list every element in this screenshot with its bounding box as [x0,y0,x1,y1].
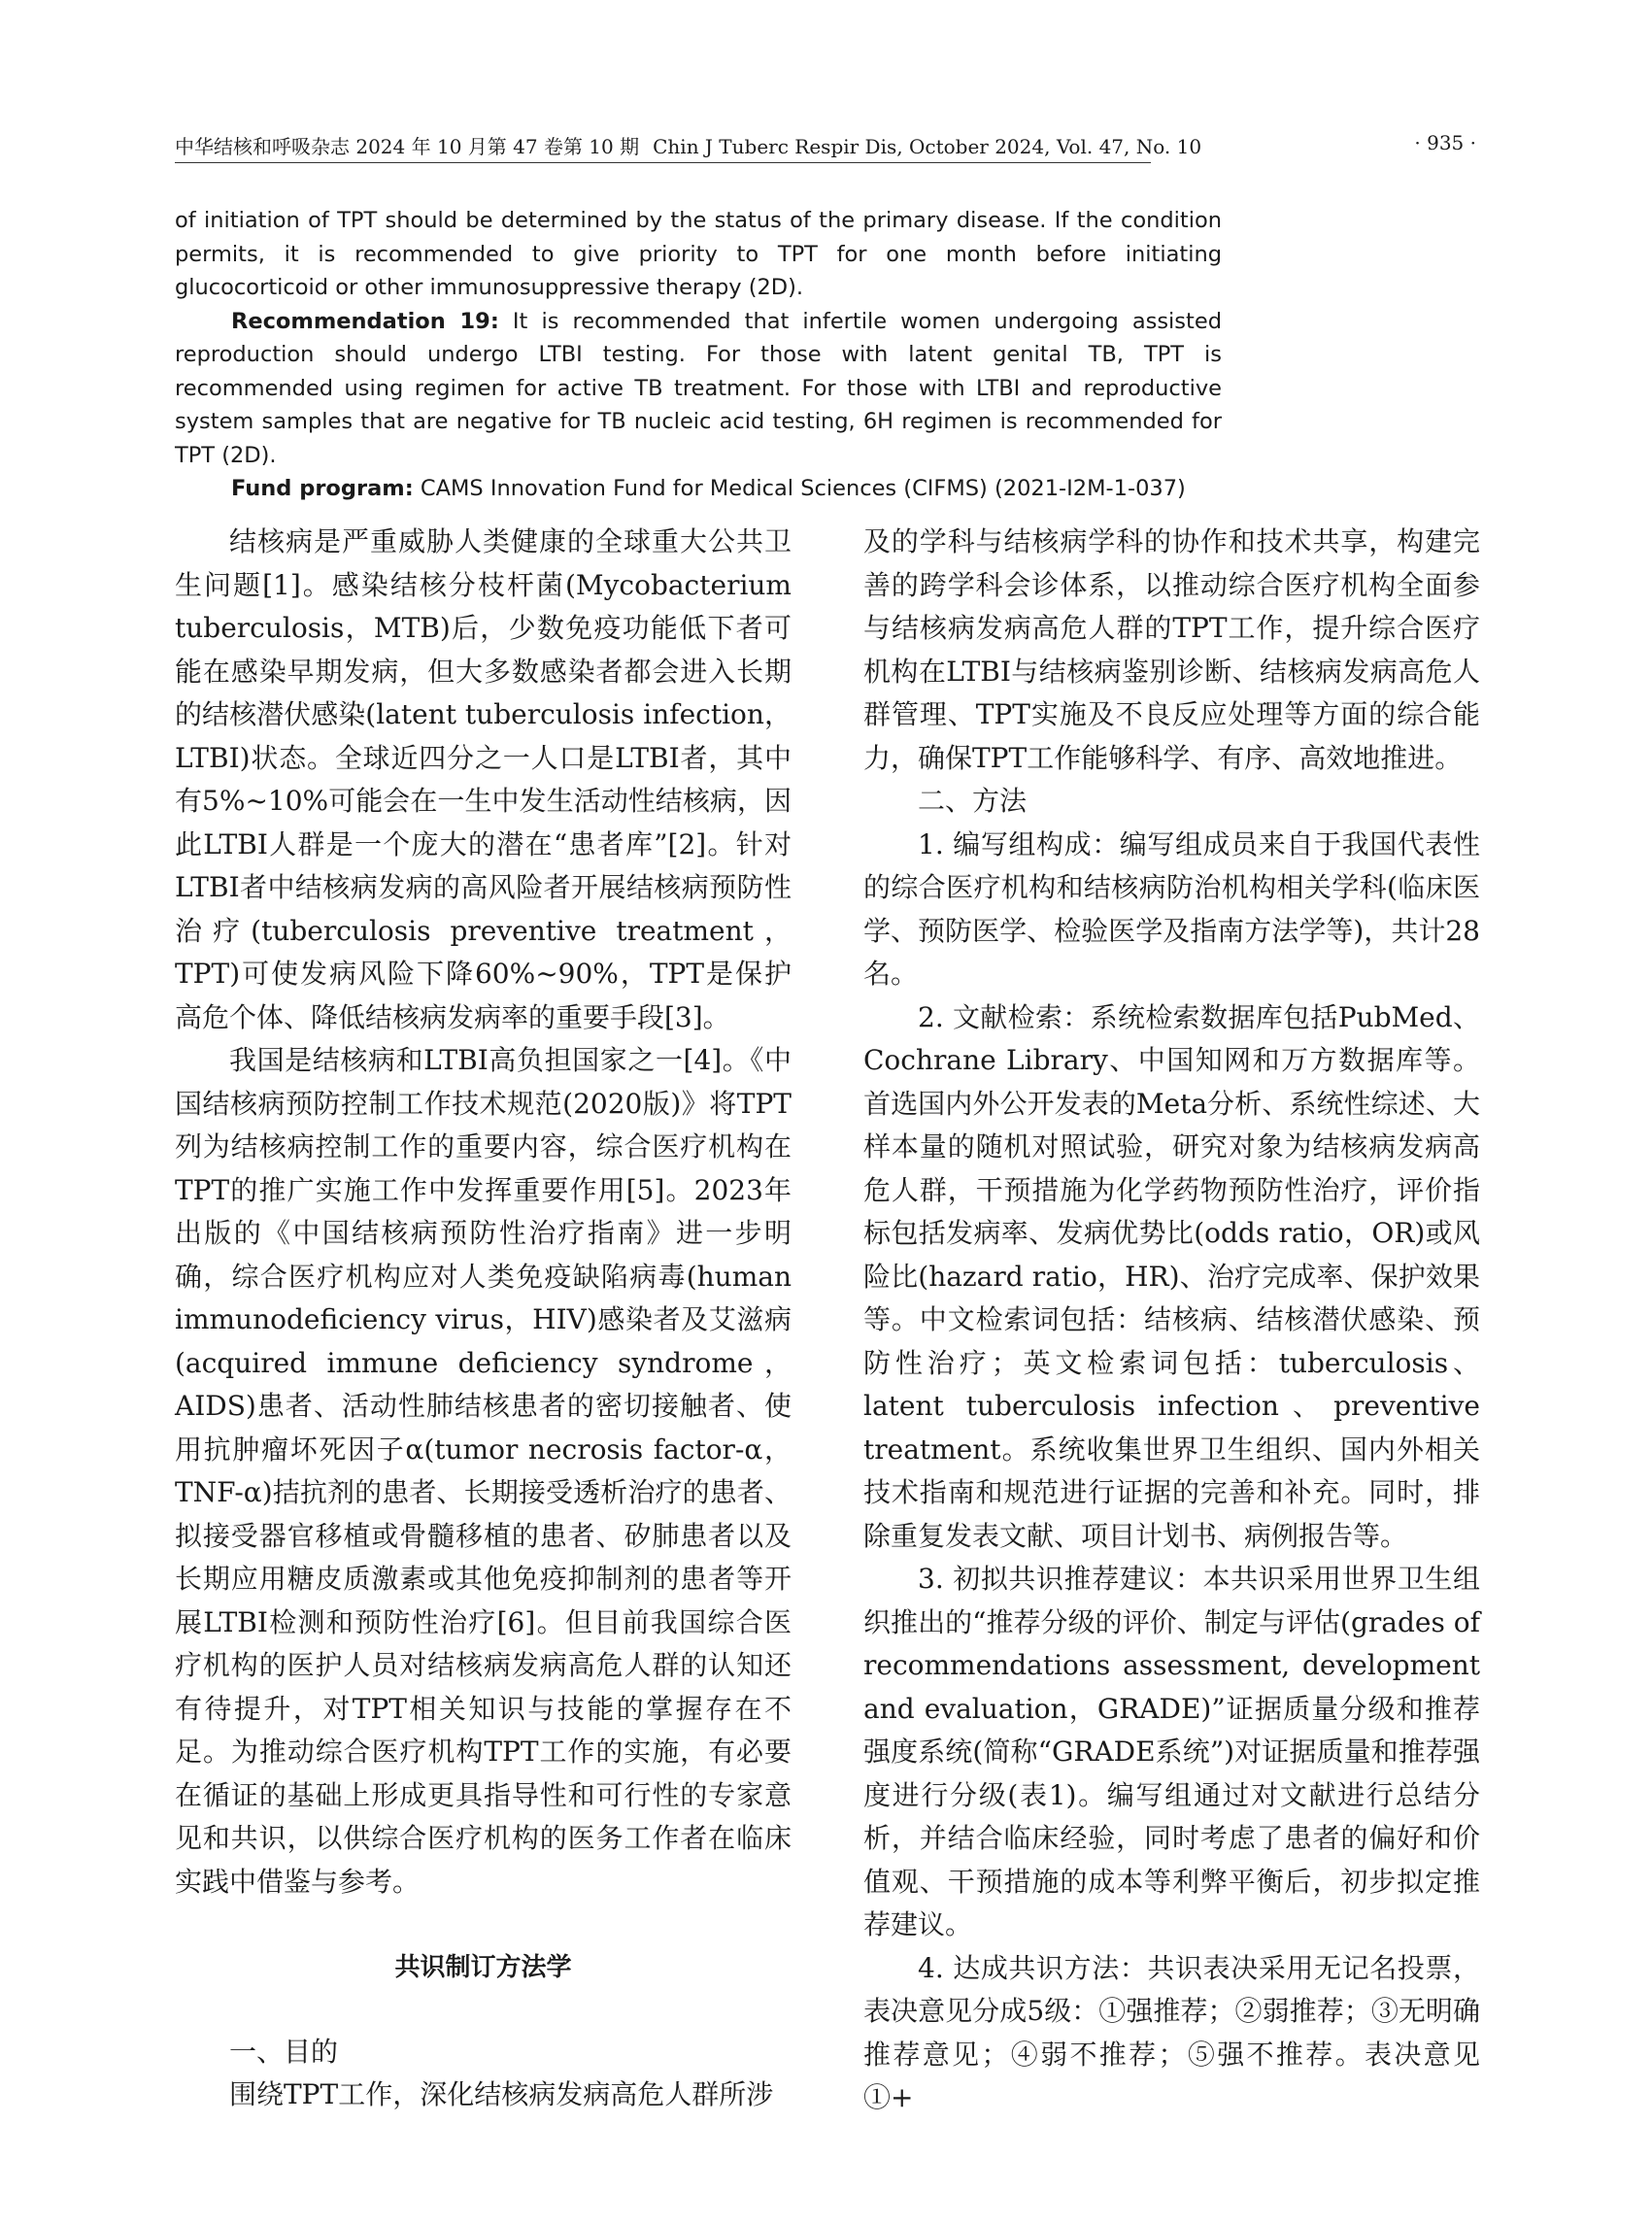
running-header [175,131,1476,170]
purpose-paragraph: 围绕TPT工作，深化结核病发病高危人群所涉 [229,2078,774,2110]
page-number: · 935 · [1414,131,1476,154]
journal-name-en: Chin J Tuberc Respir Dis, October 2024, Vol. 47, No. 10 [653,135,1202,158]
method-draft-recommendations: 3. 初拟共识推荐建议：本共识采用世界卫生组织推出的“推荐分级的评价、制定与评估(grades of recommendations assessment, development and evaluation，GRADE)”证据质量分级和推荐强度系统(简称“GRADE系统”)对证据质量和推荐强度进行分级(表1)。编写组通过对文献进行总结分析，并结合临床经验，同时考虑了患者的偏好和价值观、干预措施的成本等利弊平衡后，初步拟定推荐建议。 [863,1563,1480,1940]
section-heading-methodology: 共识制订方法学 [394,1953,572,1982]
intro-paragraph-1: 结核病是严重威胁人类健康的全球重大公共卫生问题[1]。感染结核分枝杆菌(Mycobacterium tuberculosis，MTB)后，少数免疫功能低下者可能在感染早期发病，但大多数感染者都会进入长期的结核潜伏感染(latent tuberculosis infection，LTBI)状态。全球近四分之一人口是LTBI者，其中有5%~10%可能会在一生中发生活动性结核病，因此LTBI人群是一个庞大的潜在“患者库”[2]。针对LTBI者中结核病发病的高风险者开展结核病预防性治疗(tuberculosis preventive treatment，TPT)可使发病风险下降60%~90%，TPT是保护高危个体、降低结核病发病率的重要手段[3]。 [175,525,792,1033]
header-underline [175,162,1151,163]
intro-paragraph-2: 我国是结核病和LTBI高负担国家之一[4]。《中国结核病预防控制工作技术规范(2020版)》将TPT列为结核病控制工作的重要内容，综合医疗机构在TPT的推广实施工作中发挥重要作用[5]。2023年出版的《中国结核病预防性治疗指南》进一步明确，综合医疗机构应对人类免疫缺陷病毒(human immunodeficiency virus，HIV)感染者及艾滋病(acquired immune deficiency syndrome，AIDS)患者、活动性肺结核患者的密切接触者、使用抗肿瘤坏死因子α(tumor necrosis factor-α，TNF-α)拮抗剂的患者、长期接受透析治疗的患者、拟接受器官移植或骨髓移植的患者、矽肺患者以及长期应用糖皮质激素或其他免疫抑制剂的患者等开展LTBI检测和预防性治疗[6]。但目前我国综合医疗机构的医护人员对结核病发病高危人群的认知还有待提升，对TPT相关知识与技能的掌握存在不足。为推动综合医疗机构TPT工作的实施，有必要在循证的基础上形成更具指导性和可行性的专家意见和共识，以供综合医疗机构的医务工作者在临床实践中借鉴与参考。 [175,1044,792,1898]
recommendation-19-text: It is recommended that infertile women undergoing assisted reproduction should undergo LTBI testing. For those with latent genital TB, TPT is recommended using regimen for active TB treatment. For those with LTBI and reproductive system samples that are negative for TB nucleic acid testing, 6H regimen is recommended for TPT (2D). [175,308,1222,468]
subheading-purpose: 一、目的 [229,2035,339,2068]
journal-name-cn: 中华结核和呼吸杂志 2024 年 10 月第 47 卷第 10 期 [175,135,640,158]
fund-program [175,472,1222,506]
recommendation-19-label: Recommendation 19: [231,308,499,334]
fund-program-label: Fund program: [231,476,414,501]
english-abstract [175,204,1222,506]
abstract-paragraph: of initiation of TPT should be determined by the status of the primary disease. If the condition permits, it is recommended to give priority to TPT for one month before initiating glucocorticoid or other immunosuppressive therapy (2D). [175,208,1222,300]
fund-program-text: CAMS Innovation Fund for Medical Sciences (CIFMS) (2021-I2M-1-037) [413,476,1186,501]
left-column [175,521,792,2117]
purpose-paragraph-continued: 及的学科与结核病学科的协作和技术共享，构建完善的跨学科会诊体系，以推动综合医疗机构全面参与结核病发病高危人群的TPT工作，提升综合医疗机构在LTBI与结核病鉴别诊断、结核病发病高危人群管理、TPT实施及不良反应处理等方面的综合能力，确保TPT工作能够科学、有序、高效地推进。 [863,525,1480,774]
recommendation-19 [175,305,1222,473]
method-literature-search: 2. 文献检索：系统检索数据库包括PubMed、Cochrane Library、中国知网和万方数据库等。首选国内外公开发表的Meta分析、系统性综述、大样本量的随机对照试验，研究对象为结核病发病高危人群，干预措施为化学药物预防性治疗，评价指标包括发病率、发病优势比(odds ratio，OR)或风险比(hazard ratio，HR)、治疗完成率、保护效果等。中文检索词包括：结核病、结核潜伏感染、预防性治疗；英文检索词包括：tuberculosis、latent tuberculosis infection、preventive treatment。系统收集世界卫生组织、国内外相关技术指南和规范进行证据的完善和补充。同时，排除重复发表文献、项目计划书、病例报告等。 [863,1000,1480,1552]
journal-citation [175,131,1201,159]
method-writing-group: 1. 编写组构成：编写组成员来自于我国代表性的综合医疗机构和结核病防治机构相关学科(临床医学、预防医学、检验医学及指南方法学等)，共计28名。 [863,827,1480,990]
right-column [863,521,1480,2120]
method-consensus: 4. 达成共识方法：共识表决采用无记名投票，表决意见分成5级：①强推荐；②弱推荐；③无明确推荐意见；④弱不推荐；⑤强不推荐。表决意见①+ [863,1951,1480,2113]
subheading-methods: 二、方法 [918,785,1028,817]
